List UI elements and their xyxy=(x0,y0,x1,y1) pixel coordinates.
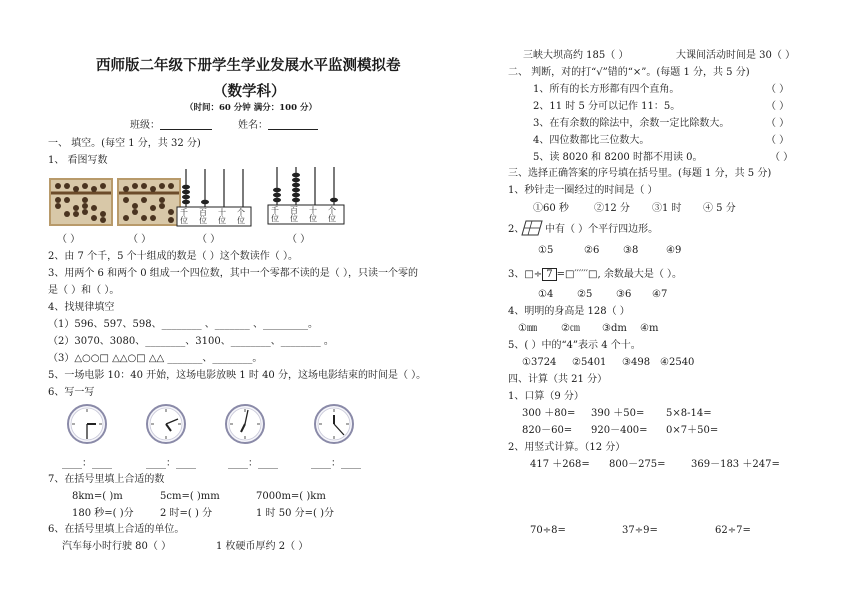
question-2: 2、由 7 个千，5 个十组成的数是（ ）这个数读作（ ）。 xyxy=(48,251,298,262)
divisor-box: 7 xyxy=(542,268,556,281)
section-4-title: 四、计算（共 21 分） xyxy=(508,374,608,385)
choice-option[interactable]: ④ 5 分 xyxy=(703,203,736,214)
calc-item: 62÷7= xyxy=(715,525,751,536)
abacus-place-label: 个位 xyxy=(328,206,336,223)
question-3-line-2: 是（ ）和（ ）。 xyxy=(48,285,120,296)
question-4-part-3: （3）△○○□ △△○□ △△ _______、________。 xyxy=(48,353,263,364)
calc-item: 920－400= xyxy=(591,425,648,436)
calc-item: 800－275= xyxy=(609,459,666,470)
exam-subtitle: （数学科） xyxy=(213,84,286,100)
question-1-label: 1、 看图写数 xyxy=(48,155,108,166)
class-field[interactable] xyxy=(160,129,212,130)
judge-item: 3、在有余数的除法中，余数一定比除数大。 xyxy=(533,118,730,129)
choice-2: 中有（ ）个平行四边形。 xyxy=(545,224,659,235)
unit-conversion: 1 时 50 分=( )分 xyxy=(256,508,334,519)
choice-5: 5、( ）中的“4”表示 4 个十。 xyxy=(508,340,641,351)
unit-fill: 1 枚硬币厚约 2（ ） xyxy=(216,541,309,552)
choice-option[interactable]: ③8 xyxy=(623,245,639,256)
choice-option[interactable]: ②5401 xyxy=(572,357,607,368)
abacus-photo-1 xyxy=(49,178,113,226)
clock-answer-blank[interactable]: ____：____ xyxy=(146,458,196,469)
judge-item: 1、所有的长方形都有四个直角。 xyxy=(533,84,680,95)
question-7: 7、在括号里填上合适的数 xyxy=(48,474,165,485)
abacus-photo-2 xyxy=(117,178,181,226)
clock-answer-blank[interactable]: ____：____ xyxy=(62,458,112,469)
parallelogram-figure-icon xyxy=(521,219,543,237)
abacus-place-label: 十位 xyxy=(218,208,226,225)
choice-1: 1、秒针走一圈经过的时间是（ ） xyxy=(508,185,658,196)
unit-fill: 汽车每小时行驶 80（ ） xyxy=(62,541,172,552)
choice-option[interactable]: ②6 xyxy=(584,245,600,256)
choice-option[interactable]: ②12 分 xyxy=(594,203,630,214)
choice-option[interactable]: ④7 xyxy=(652,289,668,300)
choice-option[interactable]: ①3724 xyxy=(522,357,557,368)
clock-icon xyxy=(224,403,266,445)
calc-item: 390 ＋50= xyxy=(591,408,645,419)
abacus-place-label: 千位 xyxy=(271,206,279,223)
choice-option[interactable]: ④9 xyxy=(666,245,682,256)
exam-title: 西师版二年级下册学生学业发展水平监测模拟卷 xyxy=(96,58,401,74)
judge-item: 5、读 8020 和 8200 时都不用读 0。 xyxy=(533,152,703,163)
question-4-part-1: （1）596、597、598、________ 、_______ 、_________。 xyxy=(48,319,318,330)
calc-item: 300 ＋80= xyxy=(522,408,576,419)
answer-blank[interactable]: （ ） xyxy=(57,234,81,245)
choice-option[interactable]: ④2540 xyxy=(660,357,695,368)
question-4: 4、找规律填空 xyxy=(48,302,115,313)
choice-option[interactable]: ④m xyxy=(640,323,659,334)
judge-paren[interactable]: （ ） xyxy=(766,135,790,146)
choice-4: 4、明明的身高是 128（ ） xyxy=(508,306,630,317)
calc-item: 5×8-14= xyxy=(666,408,712,419)
unit-conversion: 180 秒=( )分 xyxy=(72,508,134,519)
choice-option[interactable]: ③1 时 xyxy=(652,203,682,214)
section-3-title: 三、选择正确答案的序号填在括号里。(每题 1 分，共 5 分) xyxy=(508,168,772,179)
clock-icon xyxy=(66,403,108,445)
clock-icon xyxy=(145,403,187,445)
question-8: 6、在括号里填上合适的单位。 xyxy=(48,524,185,535)
answer-blank[interactable]: （ ） xyxy=(128,234,152,245)
judge-item: 4、四位数都比三位数大。 xyxy=(533,135,650,146)
unit-conversion: 5cm=( )mm xyxy=(160,491,220,502)
choice-option[interactable]: ③dm xyxy=(602,323,627,334)
calc-item: 369－183 ＋247= xyxy=(691,459,780,470)
choice-option[interactable]: ①60 秒 xyxy=(533,203,569,214)
choice-3: 3、□÷ 7 =□′′′′′′□, 余数最大是（ ）。 xyxy=(508,269,683,280)
unit-conversion: 7000m=( )km xyxy=(256,491,326,502)
question-6: 6、写一写 xyxy=(48,387,95,398)
abacus-place-label: 十位 xyxy=(309,206,317,223)
calc-item: 417 ＋268= xyxy=(530,459,590,470)
clock-answer-blank[interactable]: ____：____ xyxy=(311,458,361,469)
answer-blank[interactable]: （ ） xyxy=(287,234,311,245)
unit-fill: 大课间活动时间是 30（ ） xyxy=(676,50,796,61)
class-label: 班级： xyxy=(130,120,160,131)
judge-item: 2、11 时 5 分可以记作 11：5。 xyxy=(533,101,681,112)
judge-paren[interactable]: （ ） xyxy=(766,118,790,129)
judge-paren[interactable]: （ ） xyxy=(766,101,790,112)
judge-paren[interactable]: （ ） xyxy=(766,84,790,95)
clock-answer-blank[interactable]: ____：____ xyxy=(228,458,278,469)
question-5: 5、一场电影 10：40 开始，这场电影放映 1 时 40 分，这场电影结束的时间是（ ）。 xyxy=(48,370,427,381)
name-label: 姓名： xyxy=(238,120,268,131)
question-3-line-1: 3、用两个 6 和两个 0 组成一个四位数，其中一个零都不读的是（ ），只读一个零的 xyxy=(48,268,418,279)
abacus-place-label: 个位 xyxy=(237,208,245,225)
choice-option[interactable]: ①5 xyxy=(538,245,554,256)
clock-icon xyxy=(313,403,355,445)
question-4-part-2: （2）3070、3080、________、3100、________、________ 。 xyxy=(48,336,334,347)
section-2-title: 二、 判断，对的打“√”错的“×”。(每题 1 分，共 5 分) xyxy=(508,67,750,78)
section-1-title: 一、 填空。(每空 1 分，共 32 分) xyxy=(48,138,201,149)
choice-option[interactable]: ②5 xyxy=(577,289,593,300)
calc-item: 0×7＋50= xyxy=(666,425,719,436)
choice-option[interactable]: ①4 xyxy=(538,289,554,300)
choice-option[interactable]: ①㎜ xyxy=(518,323,537,334)
unit-fill: 三峡大坝高约 185（ ） xyxy=(523,50,629,61)
unit-conversion: 2 时=( ) 分 xyxy=(160,508,213,519)
abacus-place-label: 百位 xyxy=(290,206,298,223)
judge-paren[interactable]: （ ） xyxy=(770,152,794,163)
calc-item: 70÷8= xyxy=(530,525,566,536)
answer-blank[interactable]: （ ） xyxy=(197,234,221,245)
calc-item: 820－60= xyxy=(522,425,573,436)
abacus-place-label: 百位 xyxy=(199,208,207,225)
choice-option[interactable]: ②㎝ xyxy=(561,323,580,334)
choice-option[interactable]: ③6 xyxy=(616,289,632,300)
exam-meta: （时间：60 分钟 满分：100 分） xyxy=(185,103,317,113)
choice-2-prefix: 2、 xyxy=(508,224,525,235)
mental-calc-label: 1、口算（9 分） xyxy=(508,391,584,402)
vertical-calc-label: 2、用竖式计算。（12 分） xyxy=(508,442,626,453)
calc-item: 37÷9= xyxy=(622,525,658,536)
abacus-place-label: 千位 xyxy=(180,208,188,225)
name-field[interactable] xyxy=(268,129,318,130)
unit-conversion: 8km=( )m xyxy=(72,491,123,502)
choice-option[interactable]: ③498 xyxy=(622,357,651,368)
